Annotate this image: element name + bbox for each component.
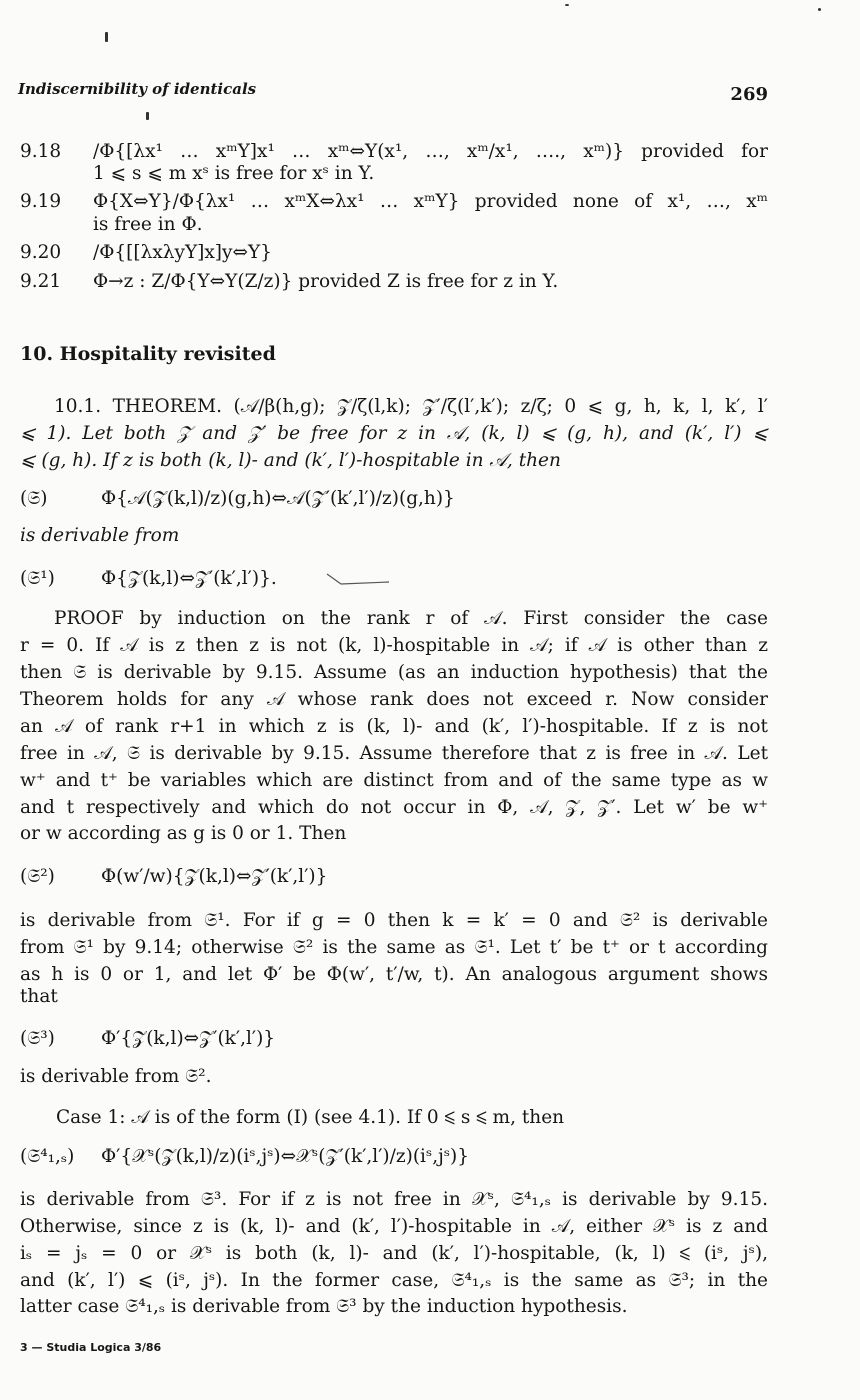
proof-line: or w according as g is 0 or 1. Then bbox=[20, 823, 347, 844]
proof-line: Theorem holds for any 𝒜 whose rank does not exceed r. Now consider bbox=[20, 689, 768, 710]
entry-9-20 bbox=[20, 242, 768, 264]
section-title: 10. Hospitality revisited bbox=[20, 343, 276, 365]
formula-label: (𝔖²) bbox=[20, 866, 55, 887]
formula-s4 bbox=[20, 1146, 768, 1168]
proof-line: r = 0. If 𝒜 is z then z is not (k, l)-hospitable in 𝒜; if 𝒜 is other than z bbox=[20, 635, 768, 656]
page-header bbox=[18, 80, 768, 104]
formula-s3 bbox=[20, 1028, 768, 1050]
entry-number: 9.19 bbox=[20, 191, 62, 212]
paragraph-line: is derivable from 𝔖¹. For if g = 0 then k = k′ = 0 and 𝔖² is derivable bbox=[20, 910, 768, 931]
scan-speck bbox=[565, 4, 569, 6]
scan-speck bbox=[818, 8, 821, 11]
entry-text: /Φ{[λx¹ … xᵐY]x¹ … xᵐ⇔Y(x¹, …, xᵐ/x¹, …., xᵐ)} provided for bbox=[93, 141, 768, 162]
scan-speck bbox=[146, 112, 149, 120]
paragraph-line: that bbox=[20, 986, 58, 1007]
proof-line: w⁺ and t⁺ be variables which are distinct from and of the same type as w bbox=[20, 770, 768, 791]
formula-label: (𝔖¹) bbox=[20, 568, 55, 589]
proof-line: PROOF by induction on the rank r of 𝒜. First consider the case bbox=[54, 608, 768, 629]
entry-9-18-line-2: 1 ⩽ s ⩽ m xˢ is free for xˢ in Y. bbox=[93, 163, 375, 184]
pencil-mark bbox=[325, 570, 391, 592]
formula-label: (𝔖⁴₁,ₛ) bbox=[20, 1146, 75, 1167]
derivable-from-line: is derivable from bbox=[20, 525, 180, 546]
proof-line: an 𝒜 of rank r+1 in which z is (k, l)- and (k′, l′)-hospitable. If z is not bbox=[20, 716, 768, 737]
proof-line: free in 𝒜, 𝔖 is derivable by 9.15. Assume therefore that z is free in 𝒜. Let bbox=[20, 743, 768, 764]
entry-9-19-line-2: is free in Φ. bbox=[93, 214, 203, 235]
formula-text: Φ{𝒜(𝒵(k,l)/z)(g,h)⇔𝒜(𝒵′(k′,l′)/z)(g,h)} bbox=[101, 488, 455, 509]
running-title: Indiscernibility of identicals bbox=[18, 80, 257, 98]
formula-s2 bbox=[20, 866, 768, 888]
formula-label: (𝔖) bbox=[20, 488, 48, 509]
formula-label: (𝔖³) bbox=[20, 1028, 55, 1049]
formula-text: Φ′{𝒳ˢ(𝒵(k,l)/z)(iˢ,jˢ)⇔𝒳ˢ(𝒵′(k′,l′)/z)(iˢ,jˢ)} bbox=[101, 1146, 470, 1167]
entry-text: Φ→z : Z/Φ{Y⇔Y(Z/z)} provided Z is free for z in Y. bbox=[93, 271, 559, 292]
entry-number: 9.21 bbox=[20, 271, 62, 292]
formula-text: Φ′{𝒵(k,l)⇔𝒵′(k′,l′)} bbox=[101, 1028, 276, 1049]
formula-s bbox=[20, 488, 768, 510]
page-number: 269 bbox=[730, 84, 768, 105]
theorem-line-1: 10.1. THEOREM. (𝒜/β(h,g); 𝒵/ζ(l,k); 𝒵′/ζ(l′,k′); z/ζ; 0 ⩽ g, h, k, l, k′, l′ bbox=[54, 396, 768, 417]
entry-text: Φ{X⇔Y}/Φ{λx¹ … xᵐX⇔λx¹ … xᵐY} provided none of x¹, …, xᵐ bbox=[93, 191, 768, 212]
paragraph-line: iₛ = jₛ = 0 or 𝒳ˢ is both (k, l)- and (k′, l′)-hospitable, (k, l) ⩽ (iˢ, jˢ), bbox=[20, 1243, 768, 1264]
paragraph-line: from 𝔖¹ by 9.14; otherwise 𝔖² is the same as 𝔖¹. Let t′ be t⁺ or t according bbox=[20, 937, 768, 958]
formula-text: Φ(w′/w){𝒵(k,l)⇔𝒵′(k′,l′)} bbox=[101, 866, 328, 887]
entry-9-18-line-1 bbox=[20, 141, 768, 163]
entry-9-21 bbox=[20, 271, 768, 293]
theorem-line-3: ⩽ (g, h). If z is both (k, l)- and (k′, l′)-hospitable in 𝒜, then bbox=[20, 450, 561, 471]
page-footer: 3 — Studia Logica 3/86 bbox=[20, 1341, 162, 1354]
entry-9-19-line-1 bbox=[20, 191, 768, 213]
entry-number: 9.18 bbox=[20, 141, 62, 162]
entry-text: /Φ{[[λxλyY]x]y⇔Y} bbox=[93, 242, 272, 263]
formula-text: Φ{𝒵(k,l)⇔𝒵′(k′,l′)}. bbox=[101, 568, 277, 589]
case-1-line: Case 1: 𝒜 is of the form (I) (see 4.1). If 0 ⩽ s ⩽ m, then bbox=[56, 1107, 565, 1128]
entry-number: 9.20 bbox=[20, 242, 62, 263]
paragraph-line: Otherwise, since z is (k, l)- and (k′, l′)-hospitable in 𝒜, either 𝒳ˢ is z and bbox=[20, 1216, 768, 1237]
paragraph-line: latter case 𝔖⁴₁,ₛ is derivable from 𝔖³ by the induction hypothesis. bbox=[20, 1296, 628, 1317]
paragraph-line: is derivable from 𝔖². bbox=[20, 1066, 212, 1087]
theorem-line-2: ⩽ 1). Let both 𝒵 and 𝒵′ be free for z in 𝒜, (k, l) ⩽ (g, h), and (k′, l′) ⩽ bbox=[20, 423, 768, 444]
proof-line: and t respectively and which do not occur in Φ, 𝒜, 𝒵, 𝒵′. Let w′ be w⁺ bbox=[20, 797, 768, 818]
formula-s1 bbox=[20, 568, 768, 590]
paragraph-line: is derivable from 𝔖³. For if z is not free in 𝒳ˢ, 𝔖⁴₁,ₛ is derivable by 9.15. bbox=[20, 1189, 768, 1210]
scan-speck bbox=[105, 32, 108, 42]
paragraph-line: and (k′, l′) ⩽ (iˢ, jˢ). In the former case, 𝔖⁴₁,ₛ is the same as 𝔖³; in the bbox=[20, 1270, 768, 1291]
paragraph-line: as h is 0 or 1, and let Φ′ be Φ(w′, t′/w, t). An analogous argument shows bbox=[20, 964, 768, 985]
proof-line: then 𝔖 is derivable by 9.15. Assume (as an induction hypothesis) that the bbox=[20, 662, 768, 683]
